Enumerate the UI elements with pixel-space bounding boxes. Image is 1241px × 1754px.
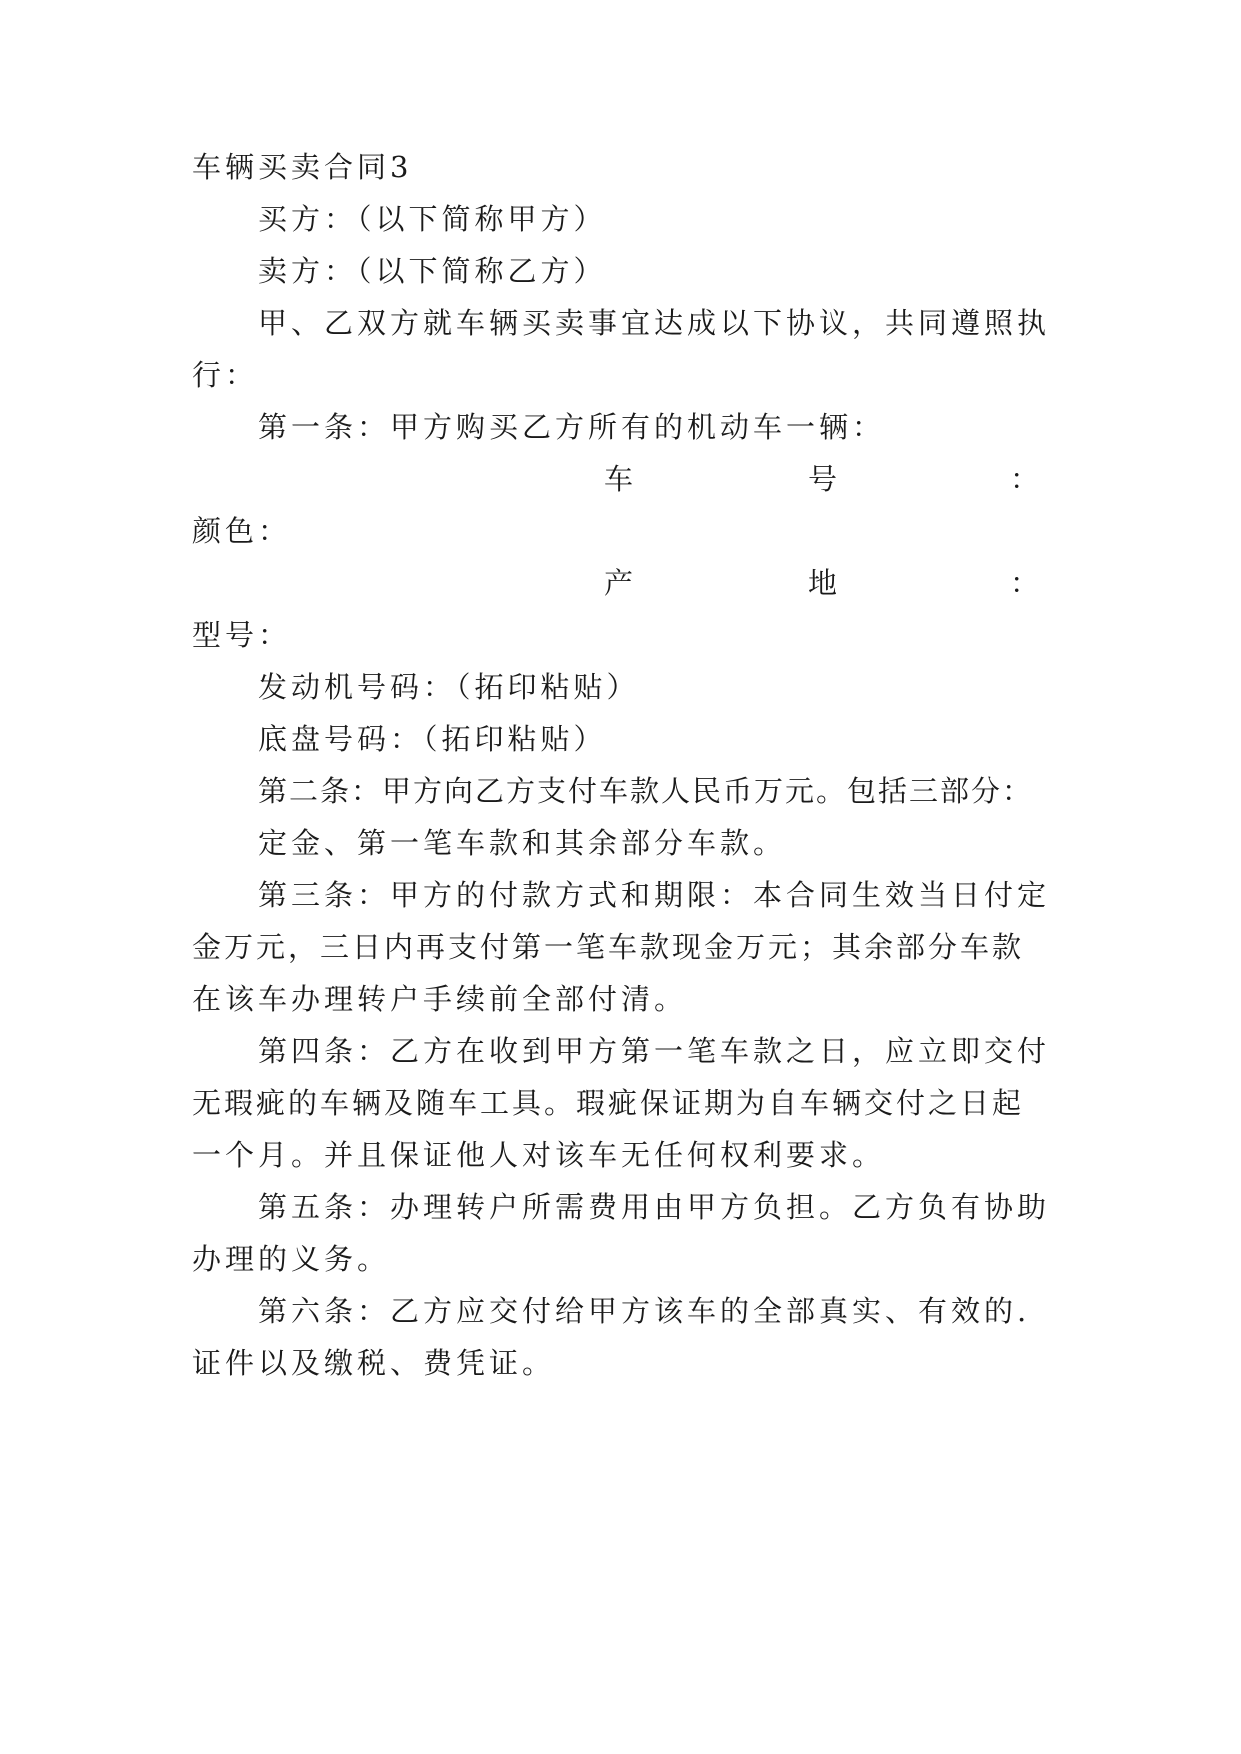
buyer-line: 买方：（以下简称甲方） (258, 202, 607, 236)
article-2-line-2: 定金、第一笔车款和其余部分车款。 (258, 826, 787, 860)
plate-char-2: 号 (808, 462, 838, 496)
origin-char-2: 地 (808, 566, 838, 600)
plate-colon: ： (1010, 462, 1040, 496)
article-5-line-2: 办理的义务。 (192, 1242, 391, 1276)
article-6-line-1: 第六条：乙方应交付给甲方该车的全部真实、有效的. (258, 1294, 1031, 1328)
article-3-line-2: 金万元，三日内再支付第一笔车款现金万元；其余部分车款 (192, 930, 1025, 964)
intro-line-1: 甲、乙双方就车辆买卖事宜达成以下协议，共同遵照执 (258, 306, 1051, 340)
color-label: 颜色： (192, 514, 292, 548)
origin-colon: ： (1010, 566, 1040, 600)
document-title: 车辆买卖合同3 (192, 150, 413, 184)
chassis-number-line: 底盘号码：（拓印粘贴） (258, 722, 607, 756)
article-1: 第一条：甲方购买乙方所有的机动车一辆： (258, 410, 886, 444)
origin-char-1: 产 (604, 566, 634, 600)
article-5-line-1: 第五条：办理转户所需费用由甲方负担。乙方负有协助 (258, 1190, 1051, 1224)
model-label: 型号： (192, 618, 292, 652)
article-4-line-3: 一个月。并且保证他人对该车无任何权利要求。 (192, 1138, 886, 1172)
article-6-line-2: 证件以及缴税、费凭证。 (192, 1346, 556, 1380)
article-4-line-1: 第四条：乙方在收到甲方第一笔车款之日，应立即交付 (258, 1034, 1051, 1068)
engine-number-line: 发动机号码：（拓印粘贴） (258, 670, 640, 704)
intro-line-2: 行： (192, 358, 259, 392)
article-3-line-3: 在该车办理转户手续前全部付清。 (192, 982, 688, 1016)
seller-line: 卖方：（以下简称乙方） (258, 254, 607, 288)
plate-char-1: 车 (604, 462, 634, 496)
article-3-line-1: 第三条：甲方的付款方式和期限：本合同生效当日付定 (258, 878, 1051, 912)
article-2-line-1: 第二条：甲方向乙方支付车款人民币万元。包括三部分： (258, 774, 1034, 808)
article-4-line-2: 无瑕疵的车辆及随车工具。瑕疵保证期为自车辆交付之日起 (192, 1086, 1025, 1120)
